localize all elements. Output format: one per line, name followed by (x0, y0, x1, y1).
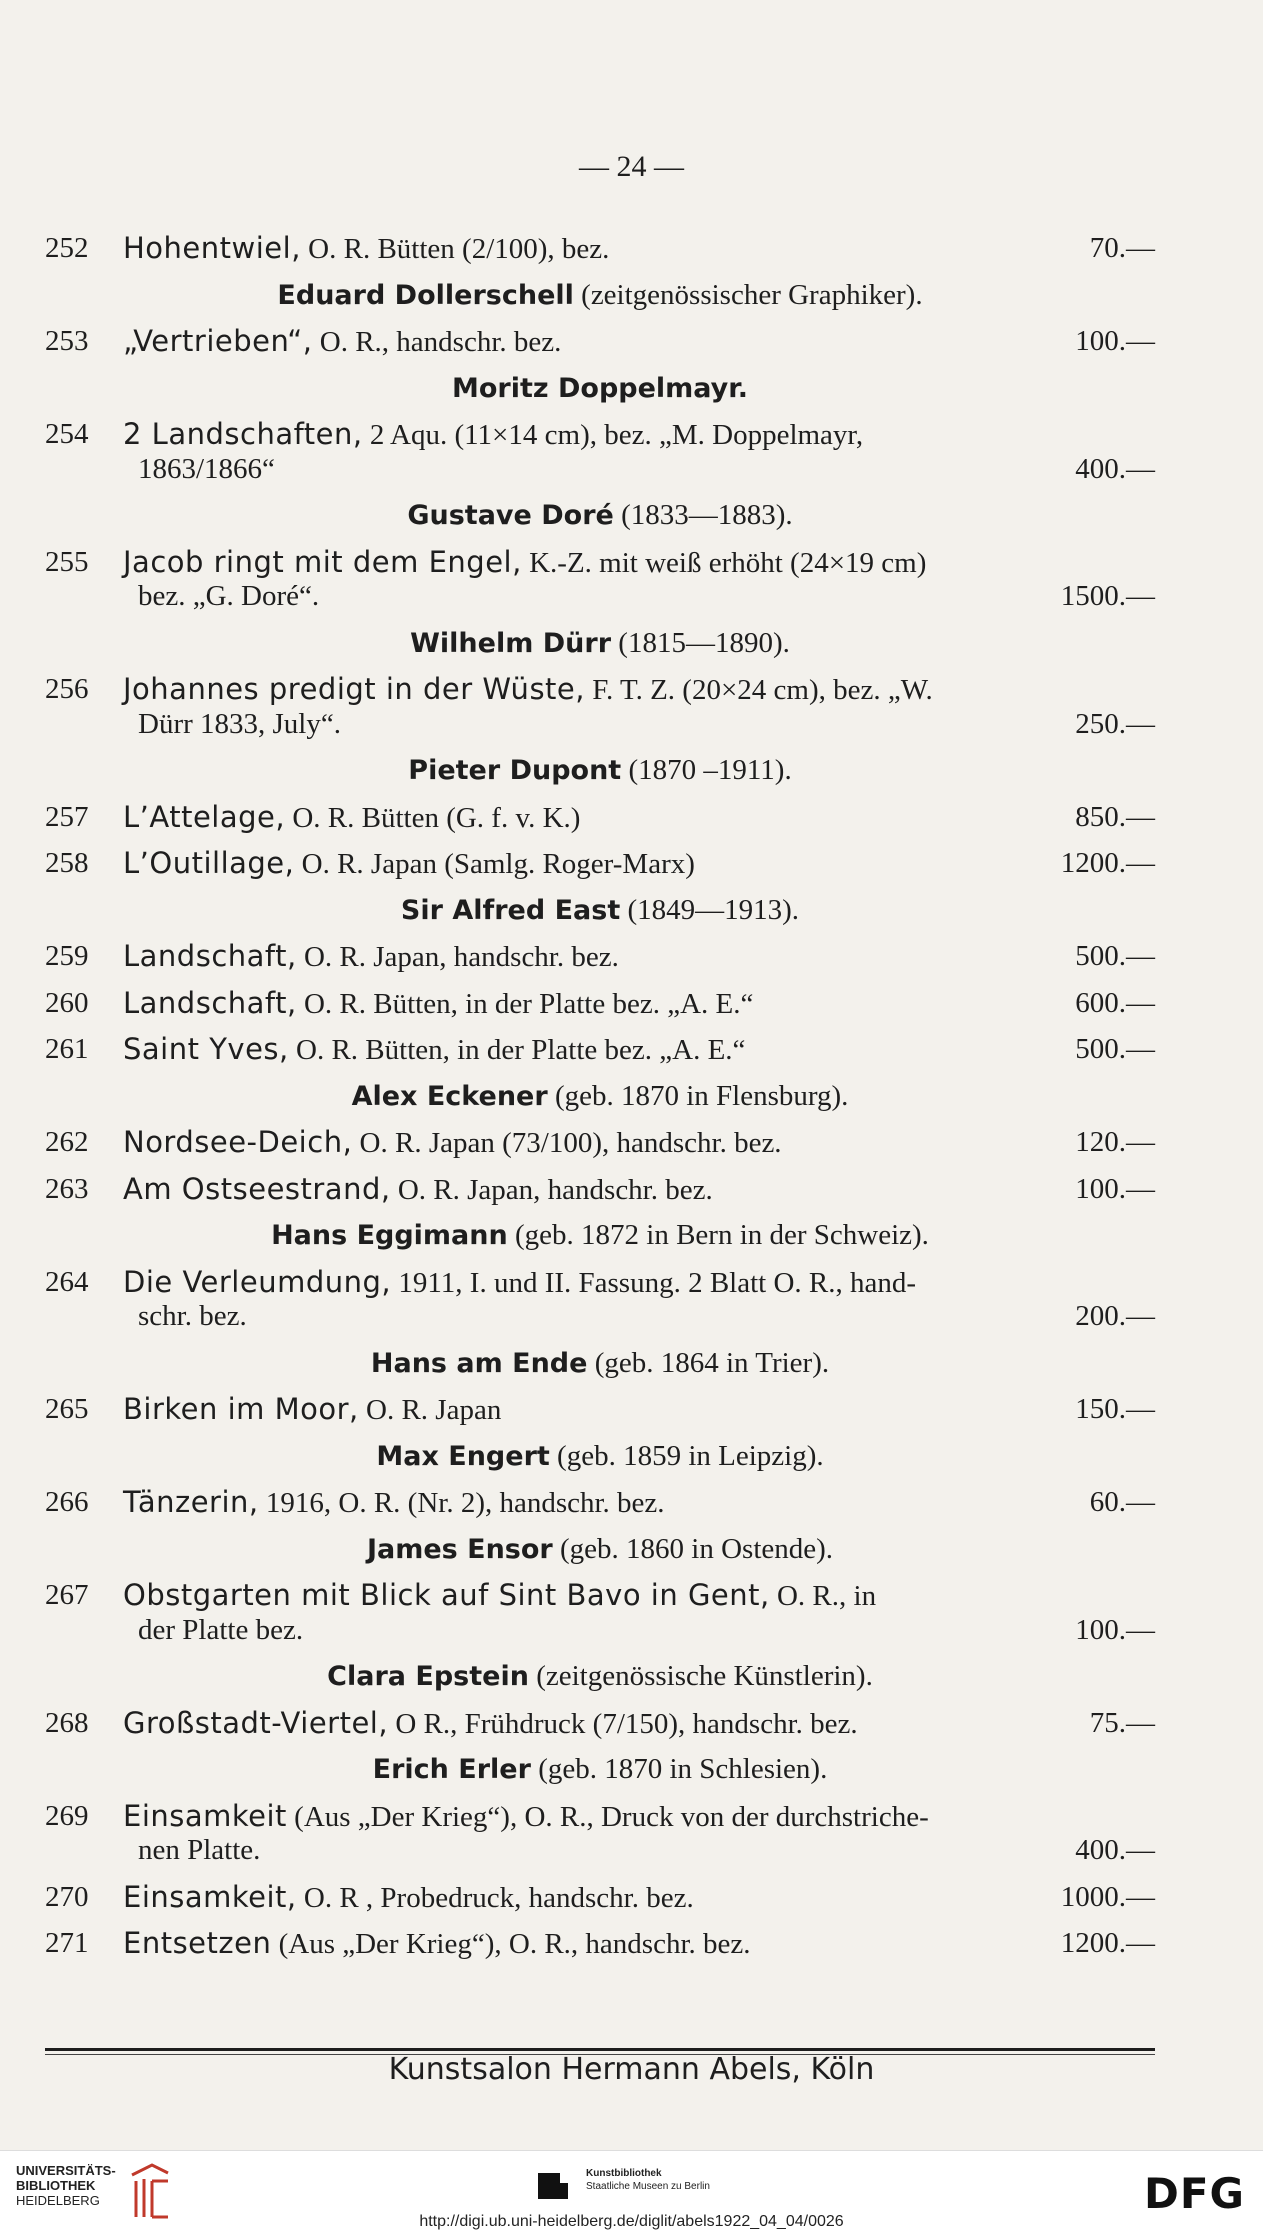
entry-text (123, 794, 580, 841)
lot-price: 500.— (1075, 940, 1155, 972)
ub-heidelberg-logo-icon (128, 2161, 172, 2221)
artist-name: Hans Eggimann (271, 1220, 508, 1251)
library-footer-bar (0, 2150, 1263, 2237)
work-title: Saint Yves, (123, 1032, 289, 1066)
work-description-continued: schr. bez. (138, 1300, 247, 1332)
entry-text (123, 1386, 501, 1433)
work-description: O. R. Japan, handschr. bez. (397, 1173, 713, 1206)
artist-name: Eduard Dollerschell (277, 279, 574, 311)
entry-text (123, 1026, 745, 1073)
work-title: Einsamkeit, (123, 1879, 297, 1914)
artist-info: (geb. 1864 in Trier). (594, 1346, 830, 1379)
work-description-continued: nen Platte. (138, 1834, 261, 1866)
entry-text (123, 1700, 858, 1747)
lot-number: 264 (45, 1265, 89, 1298)
permalink-url[interactable]: http://digi.ub.uni-heidelberg.de/diglit/abels1922_04_04/0026 (419, 2213, 844, 2230)
lot-number: 252 (45, 232, 89, 264)
artist-heading (45, 1212, 1155, 1259)
lot-price: 75.— (1089, 1706, 1155, 1739)
artist-name: Gustave Doré (407, 500, 614, 531)
lot-number: 254 (45, 418, 89, 450)
lot-number: 253 (45, 325, 89, 357)
artist-info: (1833—1883). (621, 499, 793, 531)
artist-name: James Ensor (366, 1533, 553, 1565)
work-description-continued: bez. „G. Doré“. (138, 580, 320, 612)
work-title: L’Attelage, (123, 799, 286, 834)
artist-info: (1849—1913). (627, 893, 800, 926)
work-description: O. R., handschr. bez. (319, 326, 562, 358)
artist-info: (geb. 1872 in Bern in der Schweiz). (514, 1219, 929, 1251)
entry-text (123, 1166, 713, 1213)
artist-name: Sir Alfred East (400, 894, 621, 926)
footer-rule (45, 2048, 1155, 2051)
work-description: O. R. Japan (Samlg. Roger-Marx) (301, 848, 695, 880)
work-description: 1911, I. und II. Fassung. 2 Blatt O. R., hand- (398, 1266, 917, 1299)
artist-name: Pieter Dupont (408, 755, 622, 786)
entry-text (123, 318, 561, 365)
artist-heading (45, 1433, 1155, 1480)
lot-number: 261 (45, 1033, 89, 1065)
artist-info: (geb. 1860 in Ostende). (560, 1532, 834, 1565)
artist-name: Moritz Doppelmayr. (451, 372, 749, 404)
ub-heidelberg-text (16, 2163, 116, 2208)
artist-heading (45, 1526, 1155, 1573)
lot-number: 270 (45, 1880, 89, 1913)
work-title: Nordsee-Deich, (123, 1125, 353, 1159)
work-title: Einsamkeit (123, 1798, 287, 1833)
work-title: Obstgarten mit Blick auf Sint Bavo in Gent, (123, 1578, 770, 1612)
lot-number: 258 (45, 847, 89, 879)
kb-line2: Staatliche Museen zu Berlin (586, 2181, 710, 2192)
lot-price: 150.— (1075, 1393, 1155, 1425)
artist-heading (45, 1653, 1155, 1700)
artist-info: (1815—1890). (618, 626, 790, 659)
work-description-continued: 1863/1866“ (138, 452, 275, 485)
work-description: F. T. Z. (20×24 cm), bez. „W. (592, 674, 933, 706)
lot-number: 257 (45, 800, 89, 833)
lot-price: 1000.— (1060, 1880, 1155, 1913)
artist-heading (45, 620, 1155, 667)
page-number: — 24 — (579, 150, 684, 183)
work-title: Johannes predigt in der Wüste, (123, 672, 585, 706)
work-description-continued: der Platte bez. (138, 1613, 304, 1646)
lot-price: 100.— (1075, 1613, 1155, 1646)
work-title: Hohentwiel, (123, 231, 301, 265)
lot-price: 1200.— (1060, 1927, 1155, 1959)
lot-number: 265 (45, 1393, 89, 1425)
work-title: Die Verleumdung, (123, 1264, 392, 1299)
artist-info: (geb. 1859 in Leipzig). (557, 1439, 824, 1472)
work-title: L’Outillage, (123, 846, 295, 880)
artist-info: (zeitgenössischer Graphiker). (581, 278, 923, 311)
kunstbibliothek-logo-icon (538, 2171, 570, 2203)
lot-price: 1500.— (1060, 580, 1155, 612)
lot-number: 255 (45, 545, 89, 578)
work-description: (Aus „Der Krieg“), O. R., Druck von der durchstriche- (294, 1800, 929, 1833)
artist-info: (geb. 1870 in Flensburg). (554, 1079, 849, 1112)
work-description: O. R. Bütten, in der Platte bez. „A. E.“ (303, 987, 754, 1020)
ub-line2: BIBLIOTHEK (16, 2178, 96, 2193)
lot-price: 400.— (1075, 452, 1155, 485)
artist-heading (45, 492, 1155, 539)
work-title: Tänzerin, (123, 1485, 259, 1519)
work-description: O. R. Japan, handschr. bez. (303, 941, 619, 973)
artist-heading (45, 887, 1155, 934)
work-description: 1916, O. R. (Nr. 2), handschr. bez. (265, 1487, 665, 1519)
work-description: K.-Z. mit weiß erhöht (24×19 cm) (529, 546, 927, 579)
artist-info: (zeitgenössische Künstlerin). (536, 1660, 873, 1692)
work-title: Jacob ringt mit dem Engel, (123, 544, 522, 579)
work-description: O. R., in (776, 1580, 877, 1612)
work-description-continued: Dürr 1833, July“. (138, 707, 341, 740)
entry-text (123, 1920, 751, 1967)
entry-text (123, 840, 695, 887)
work-description: (Aus „Der Krieg“), O. R., handschr. bez. (278, 1928, 751, 1960)
artist-name: Alex Eckener (351, 1080, 548, 1112)
artist-name: Erich Erler (372, 1754, 531, 1785)
work-description: O. R. Japan (73/100), handschr. bez. (359, 1127, 782, 1159)
dfg-logo: DFG (1143, 2169, 1245, 2218)
artist-heading (45, 1073, 1155, 1120)
lot-price: 250.— (1075, 707, 1155, 740)
lot-price: 100.— (1075, 325, 1155, 357)
work-title: Landschaft, (123, 985, 297, 1020)
lot-number: 263 (45, 1172, 89, 1205)
lot-number: 266 (45, 1486, 89, 1518)
lot-price: 850.— (1075, 800, 1155, 833)
lot-price: 600.— (1075, 986, 1155, 1019)
artist-heading (45, 1340, 1155, 1387)
work-description: O. R. Bütten, in der Platte bez. „A. E.“ (296, 1034, 746, 1066)
work-description: 2 Aqu. (11×14 cm), bez. „M. Doppelmayr, (369, 419, 864, 451)
artist-name: Hans am Ende (370, 1347, 588, 1379)
work-title: Birken im Moor, (123, 1392, 359, 1426)
lot-number: 268 (45, 1706, 89, 1739)
entry-text (123, 980, 753, 1027)
kb-line1: Kunstbibliothek (586, 2168, 662, 2179)
lot-number: 259 (45, 940, 89, 972)
lot-number: 269 (45, 1799, 89, 1832)
lot-number: 256 (45, 673, 89, 705)
lot-price: 1200.— (1060, 847, 1155, 879)
work-description: O. R. Bütten (G. f. v. K.) (292, 801, 581, 834)
artist-name: Wilhelm Dürr (410, 627, 612, 659)
artist-info: (geb. 1870 in Schlesien). (538, 1753, 828, 1785)
lot-number: 262 (45, 1126, 89, 1158)
work-description: O. R , Probedruck, handschr. bez. (303, 1881, 694, 1914)
ub-line3: HEIDELBERG (16, 2193, 100, 2208)
lot-number: 260 (45, 986, 89, 1019)
work-description: O. R. Bütten (2/100), bez. (308, 233, 610, 265)
ub-line1: UNIVERSITÄTS- (16, 2163, 116, 2178)
kunstbibliothek-text (586, 2167, 710, 2193)
lot-price: 70.— (1089, 232, 1155, 264)
artist-name: Max Engert (376, 1440, 550, 1472)
entry-text (123, 1119, 782, 1166)
footer-publisher: Kunstsalon Hermann Abels, Köln (388, 2052, 875, 2087)
entry-text (123, 1874, 694, 1921)
work-title: Landschaft, (123, 939, 297, 973)
work-description: O. R. Japan (366, 1394, 502, 1426)
lot-price: 500.— (1075, 1033, 1155, 1065)
artist-heading (45, 747, 1155, 794)
lot-number: 271 (45, 1927, 89, 1959)
work-title: Großstadt-Viertel, (123, 1705, 389, 1740)
lot-price: 200.— (1075, 1300, 1155, 1332)
lot-price: 100.— (1075, 1172, 1155, 1205)
artist-info: (1870 –1911). (628, 754, 792, 786)
work-description: O R., Frühdruck (7/150), handschr. bez. (395, 1707, 858, 1740)
lot-number: 267 (45, 1579, 89, 1611)
entry-text (123, 1479, 665, 1526)
artist-heading (45, 1746, 1155, 1793)
work-title: Am Ostseestrand, (123, 1171, 391, 1206)
work-title: „Vertrieben“, (123, 324, 313, 358)
entry-text (123, 933, 619, 980)
artist-name: Clara Epstein (327, 1661, 529, 1692)
lot-price: 120.— (1075, 1126, 1155, 1158)
artist-heading (45, 272, 1155, 319)
lot-price: 400.— (1075, 1834, 1155, 1866)
lot-price: 60.— (1089, 1486, 1155, 1518)
entry-text (123, 225, 609, 272)
artist-heading (45, 365, 1155, 412)
work-title: Entsetzen (123, 1926, 272, 1960)
work-title: 2 Landschaften, (123, 417, 363, 451)
